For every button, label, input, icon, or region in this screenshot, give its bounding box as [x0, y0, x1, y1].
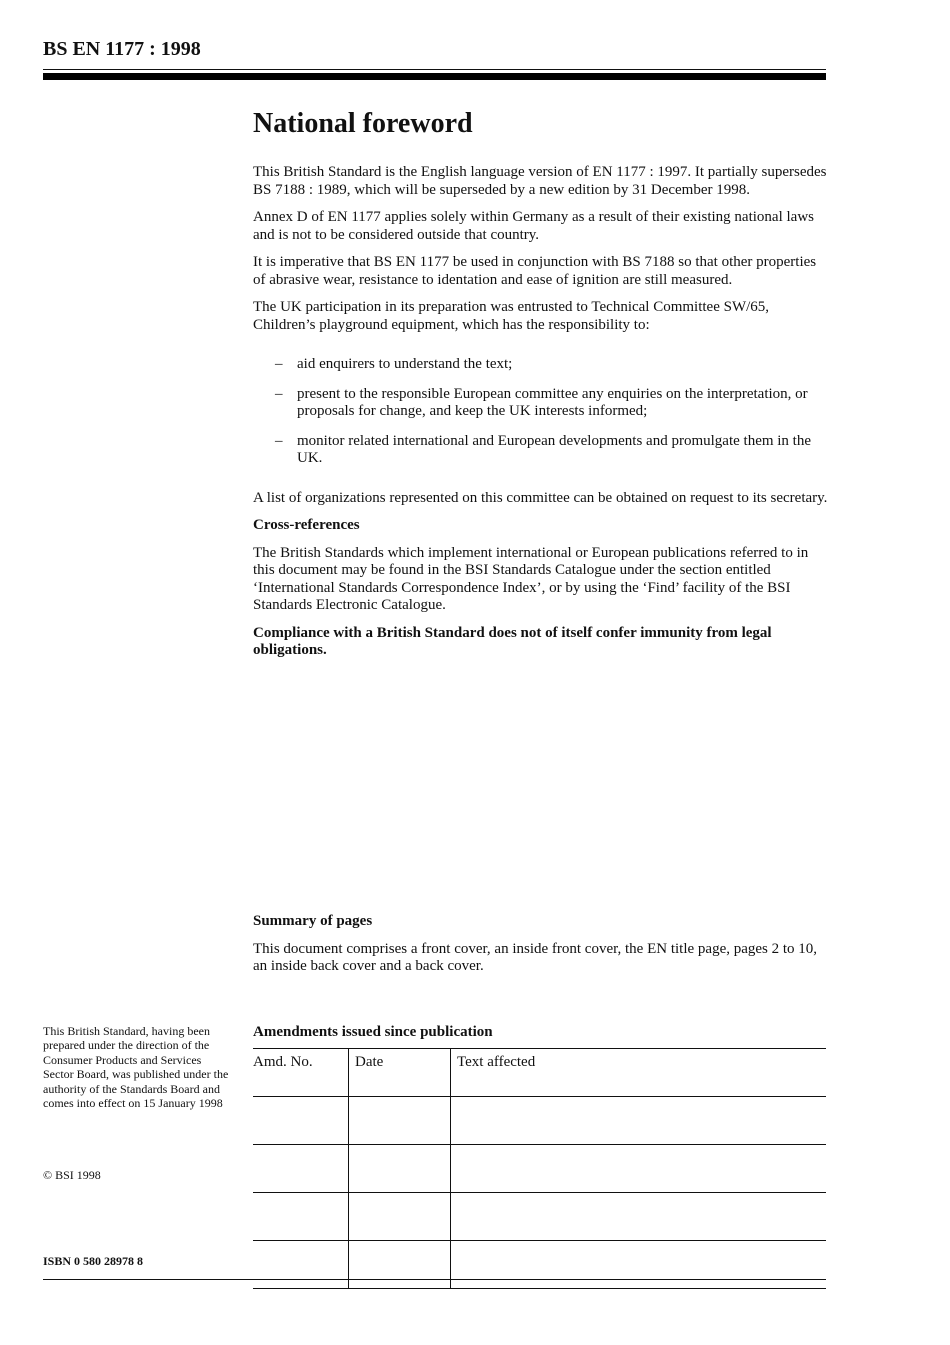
- page-title: National foreword: [253, 108, 473, 139]
- table-row: [253, 1145, 826, 1193]
- paragraph-3: It is imperative that BS EN 1177 be used in conjunction with BS 7188 so that other properties of abrasive wear, resistance to identation and ease of ignition are still measured.: [253, 254, 817, 288]
- table-cell: [253, 1193, 349, 1241]
- column-header-amd-no: Amd. No.: [253, 1049, 349, 1097]
- dash-marker: –: [275, 432, 283, 449]
- table-cell: [349, 1193, 451, 1241]
- table-cell: [451, 1097, 827, 1145]
- table-cell: [349, 1145, 451, 1193]
- list-item-text: present to the responsible European committee any enquiries on the interpretation, or proposals for change, and keep the UK interests informed;: [297, 385, 808, 419]
- paragraph-2: Annex D of EN 1177 applies solely within Germany as a result of their existing national laws and is not to be considered outside that country.: [253, 209, 814, 243]
- header-rule-thin: [43, 69, 826, 70]
- paragraph-4: The UK participation in its preparation was entrusted to Technical Committee SW/65, Children’s playground equipment, which has the responsibility to:: [253, 299, 770, 333]
- amendments-title: Amendments issued since publication: [253, 1024, 493, 1040]
- table-cell: [349, 1097, 451, 1145]
- document-code: BS EN 1177 : 1998: [43, 38, 201, 60]
- isbn: ISBN 0 580 28978 8: [43, 1254, 144, 1268]
- foreword-body: [253, 106, 828, 670]
- header-rule-thick: [43, 73, 826, 80]
- cross-references-heading: Cross-references: [253, 517, 360, 533]
- list-item: [253, 356, 828, 374]
- copyright: © BSI 1998: [43, 1168, 101, 1182]
- publication-note: This British Standard, having been prepared under the direction of the Consumer Products and Services Sector Board, was published under the authority of the Standards Board and comes into effect on 15 January 1998: [43, 1024, 229, 1111]
- dash-marker: –: [275, 385, 283, 402]
- committee-list-note: A list of organizations represented on this committee can be obtained on request to its secretary.: [253, 489, 828, 506]
- summary-heading: Summary of pages: [253, 913, 373, 929]
- table-header-row: [253, 1049, 826, 1097]
- responsibility-list: [253, 356, 828, 468]
- list-item-text: monitor related international and European developments and promulgate them in the UK.: [297, 432, 812, 466]
- list-item: [253, 433, 828, 468]
- table-cell: [349, 1241, 451, 1289]
- table-cell: [451, 1193, 827, 1241]
- cross-references-text: The British Standards which implement international or European publications referred to in this document may be found in the BSI Standards Catalogue under the section entitled ‘International Standards Correspondence Index’, or by using the ‘Find’ facility of the BSI Standards Electronic Catalogue.: [253, 544, 809, 613]
- table-row: [253, 1097, 826, 1145]
- dash-marker: –: [275, 356, 283, 372]
- list-item: [253, 386, 828, 421]
- list-item-text: aid enquirers to understand the text;: [297, 356, 513, 372]
- table-cell: [451, 1241, 827, 1289]
- footer-rule: [43, 1279, 826, 1280]
- amendments-table: [253, 1048, 826, 1289]
- paragraph-1: This British Standard is the English language version of EN 1177 : 1997. It partially supersedes BS 7188 : 1989, which will be superseded by a new edition by 31 December 1998.: [253, 164, 827, 198]
- table-cell: [253, 1145, 349, 1193]
- summary-of-pages: [253, 913, 828, 986]
- table-cell: [253, 1097, 349, 1145]
- table-row: [253, 1193, 826, 1241]
- column-header-date: Date: [349, 1049, 451, 1097]
- column-header-text-affected: Text affected: [451, 1049, 827, 1097]
- table-cell: [451, 1145, 827, 1193]
- table-cell: [253, 1241, 349, 1289]
- compliance-statement: Compliance with a British Standard does not of itself confer immunity from legal obligations.: [253, 624, 772, 658]
- table-row: [253, 1241, 826, 1289]
- summary-text: This document comprises a front cover, an inside front cover, the EN title page, pages 2 to 10, an inside back cover and a back cover.: [253, 940, 818, 974]
